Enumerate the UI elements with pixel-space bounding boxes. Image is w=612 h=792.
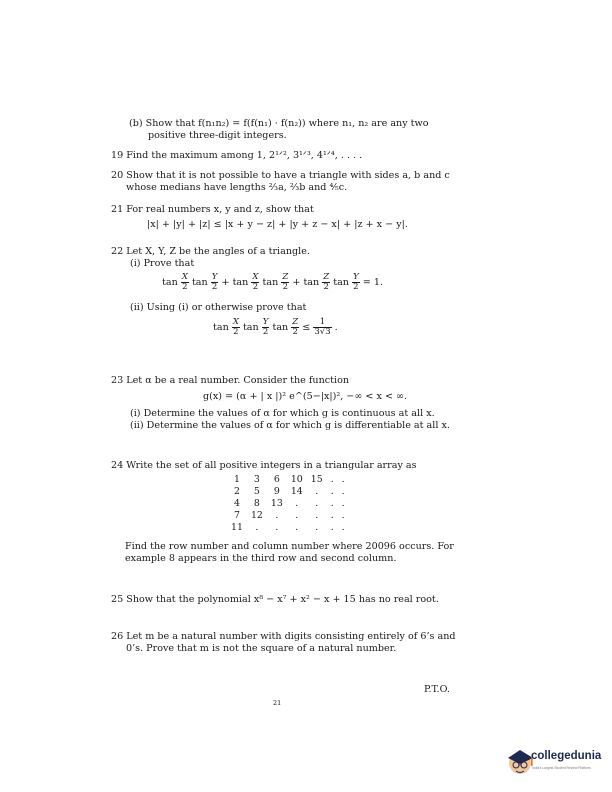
array-cell: . (341, 510, 345, 521)
triangular-array-table (227, 474, 349, 534)
array-cell: 5 (253, 486, 260, 497)
array-cell: . (255, 522, 259, 533)
array-row (227, 522, 349, 534)
array-cell: . (341, 474, 345, 485)
array-row (227, 474, 349, 486)
array-cell: 10 (290, 474, 303, 485)
problem-18b (129, 118, 429, 142)
array-cell: . (341, 522, 345, 533)
problem-22-part1: (i) Prove that (130, 258, 195, 269)
array-cell: . (341, 498, 345, 509)
problem-18b-line1: (b) Show that f(n₁n₂) = f(f(n₁) · f(n₂)) where n₁, n₂ are any two (129, 118, 429, 129)
array-cell: . (275, 510, 279, 521)
problem-26-line1: 26 Let m be a natural number with digits consisting entirely of 6’s and (111, 631, 456, 642)
array-cell: 3 (253, 474, 260, 485)
array-row (227, 486, 349, 498)
array-cell: 12 (250, 510, 263, 521)
problem-25: 25 Show that the polynomial x⁸ − x⁷ + x² − x + 15 has no real root. (111, 594, 439, 605)
mascot-icon (508, 750, 533, 774)
array-cell: . (295, 510, 299, 521)
array-row (227, 498, 349, 510)
problem-24-line3: example 8 appears in the third row and second column. (125, 553, 397, 564)
array-cell: . (315, 510, 319, 521)
array-cell: . (341, 486, 345, 497)
array-cell: . (315, 486, 319, 497)
array-cell: 11 (231, 522, 243, 533)
problem-20-line1: 20 Show that it is not possible to have a triangle with sides a, b and c (111, 170, 450, 181)
array-cell: 8 (253, 498, 260, 509)
array-cell: 2 (233, 486, 240, 497)
pto-label: P.T.O. (424, 684, 450, 695)
problem-22-part2: (ii) Using (i) or otherwise prove that (130, 302, 307, 313)
array-cell: . (315, 498, 319, 509)
problem-23-line1: 23 Let α be a real number. Consider the function (111, 375, 350, 386)
array-cell: 9 (273, 486, 280, 497)
array-cell: . (275, 522, 279, 533)
problem-23-equation: g(x) = (α + | x |)² e^(5−|x|)², −∞ < x < ∞. (203, 391, 408, 402)
triangular-array (227, 474, 349, 534)
array-cell: . (330, 510, 334, 521)
array-cell: 4 (233, 498, 240, 509)
problem-22 (111, 246, 310, 270)
problem-23-part1: (i) Determine the values of α for which g is continuous at all x. (130, 408, 435, 419)
problem-26 (111, 631, 456, 655)
array-cell: . (295, 498, 299, 509)
problem-22-line1: 22 Let X, Y, Z be the angles of a triangle. (111, 246, 310, 257)
array-cell: . (315, 522, 319, 533)
problem-21 (111, 204, 314, 216)
array-row (227, 510, 349, 522)
array-cell: 13 (270, 498, 283, 509)
array-cell: 15 (310, 474, 323, 485)
array-cell: . (330, 486, 334, 497)
problem-20 (111, 170, 450, 194)
page-number: 21 (273, 699, 282, 707)
problem-24-line1: 24 Write the set of all positive integers in a triangular array as (111, 460, 417, 471)
array-cell: 1 (233, 474, 240, 485)
problem-24-line2: Find the row number and column number where 20096 occurs. For (125, 541, 454, 552)
problem-21-equation: |x| + |y| + |z| ≤ |x + y − z| + |y + z − x| + |z + x − y|. (147, 219, 408, 230)
array-cell: 7 (233, 510, 240, 521)
problem-22-equation-1: tan $\frac{X}{2}$ tan $\frac{Y}{2}$ + tan $\frac{X}{2}$ tan $\frac{Z}{2}$ + tan $\frac{Z}{2}$ tan $\frac{Y}{2}$ = 1. (162, 272, 383, 292)
problem-21-line1: 21 For real numbers x, y and z, show that (111, 204, 314, 215)
array-cell: 6 (273, 474, 280, 485)
problem-23-parts (130, 408, 450, 432)
problem-18b-line2: positive three-digit integers. (148, 130, 287, 141)
array-cell: . (330, 522, 334, 533)
problem-22-equation-2: tan $\frac{X}{2}$ tan $\frac{Y}{2}$ tan $\frac{Z}{2}$ ≤ $\frac{1}{3√3}$ . (213, 317, 338, 337)
problem-23-part2: (ii) Determine the values of α for which g is differentiable at all x. (130, 420, 450, 431)
array-cell: . (330, 498, 334, 509)
problem-26-line2: 0’s. Prove that m is not the square of a natural number. (126, 643, 397, 654)
problem-20-line2: whose medians have lengths ⅔a, ⅔b and ⅘c. (126, 182, 348, 193)
logo-wordmark: collegedunia (531, 750, 602, 762)
array-cell: 14 (290, 486, 303, 497)
array-cell: . (295, 522, 299, 533)
logo-tagline: India's Largest Student Review Platform (532, 766, 591, 770)
problem-19: 19 Find the maximum among 1, 2¹ᐟ², 3¹ᐟ³, 4¹ᐟ⁴, . . . . (111, 150, 363, 161)
array-cell: . (330, 474, 334, 485)
problem-24-text (125, 541, 454, 565)
